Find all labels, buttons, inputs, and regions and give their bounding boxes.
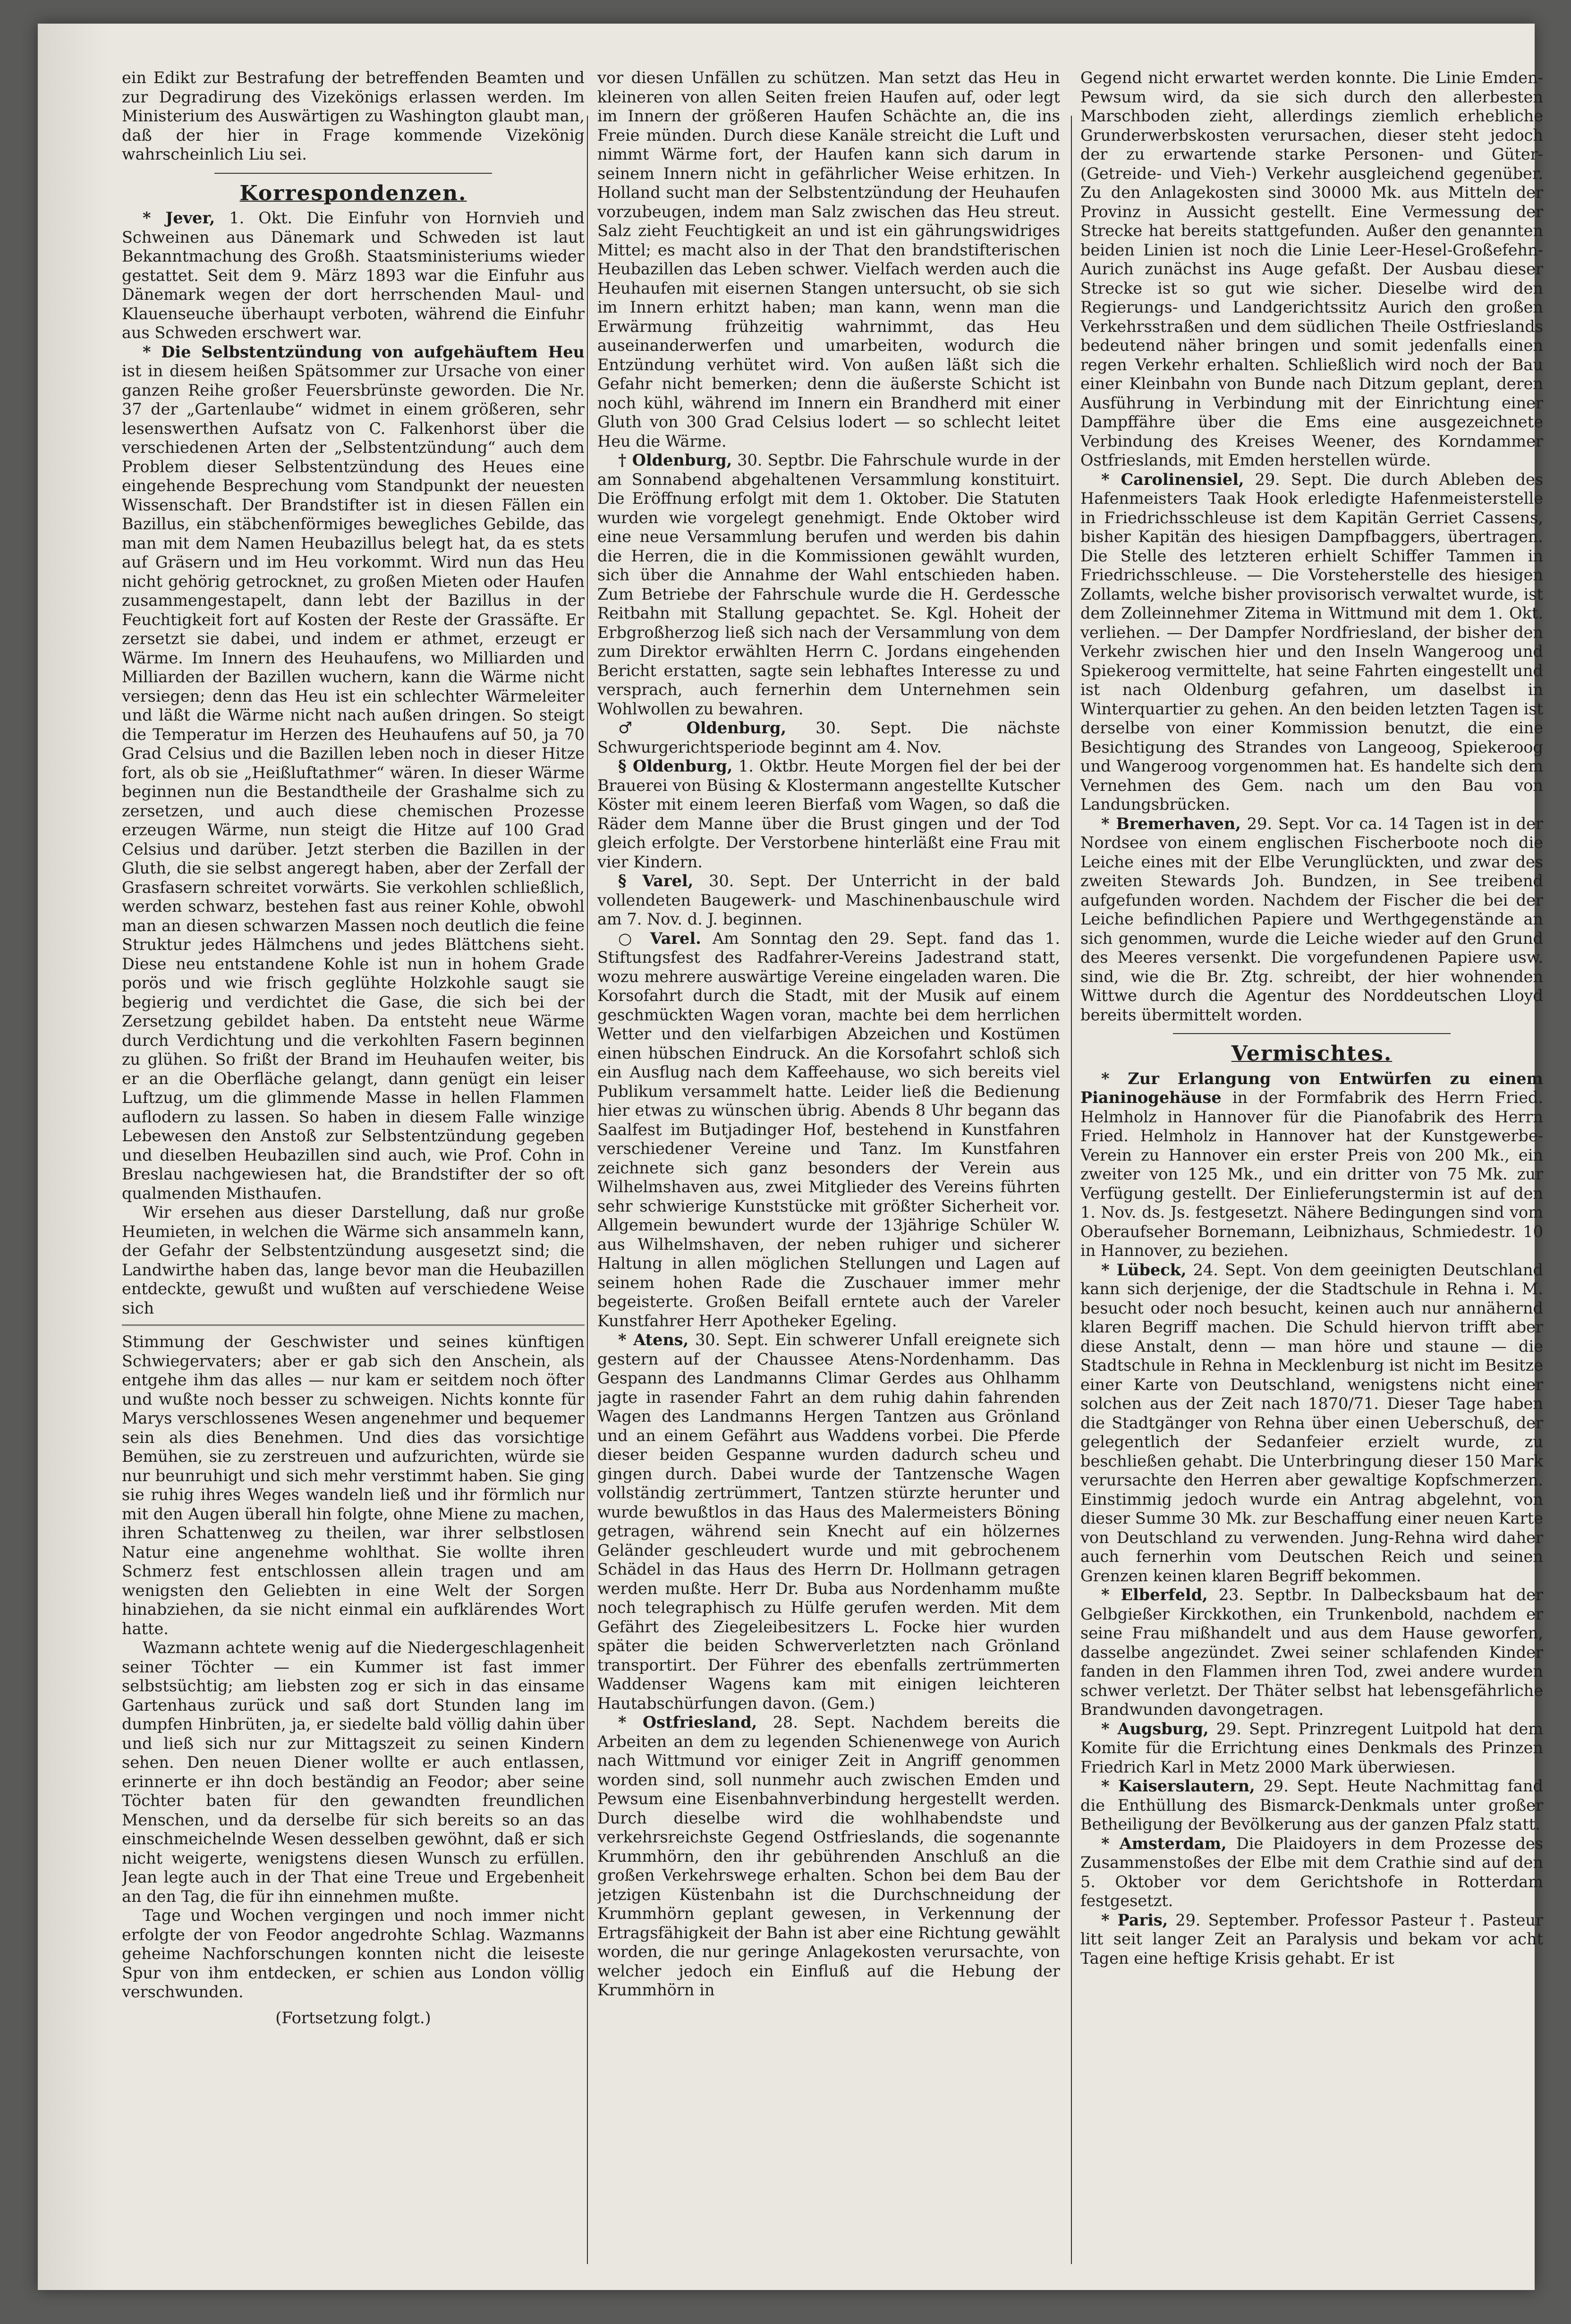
column-3 bbox=[1080, 68, 1543, 2255]
divider bbox=[214, 173, 492, 174]
article-oldenburg-2 bbox=[597, 719, 1060, 757]
article-kaiserslautern bbox=[1080, 1777, 1543, 1834]
serial-paragraph: Stimmung der Geschwister und seines künftigen Schwiegervaters; aber er gab sich den Anschein, als entgehe ihm das alles — nur kam er seitdem noch öfter und wußte noch besser zu schweigen. Nichts konnte für Marys verschlossenes Wesen angenehmer und bequemer sein als dies Benehmen. Und dies das vorsichtige Bemühen, sie zu zerstreuen und aufzurichten, würde sie nur beunruhigt und sich mehr verstimmt haben. Sie ging sie ruhig ihres Weges wandeln ließ und ihr förmlich nur mit den Augen überall hin folgte, ohne Miene zu machen, ihren Schattenweg zu theilen, war ihrer selbstlosen Natur eine angenehme wohlthat. Sie wollte ihren Schmerz fest entschlossen allein tragen und am wenigsten den Geliebten in eine Welt der Sorgen hinabziehen, da sie nicht einmal ein aufklärendes Wort hatte. bbox=[122, 1332, 585, 1638]
column-rule-2 bbox=[1071, 116, 1072, 2264]
article-text: 29. Sept. Vor ca. 14 Tagen ist in der Nordsee von einem englischen Fischerboote noch die Leiche eines mit der Elbe Verunglückten, und zwar des zweiten Stewards Joh. Bundzen, in See treibend aufgefunden worden. Nachdem der Fischer die bei der Leiche befindlichen Papiere und Werthgegenstände an sich genommen, wurde die Leiche wieder auf den Grund des Meeres versenkt. Die vorgefundenen Papiere usw. sind, wie die Br. Ztg. schreibt, der hier wohnenden Wittwe durch die Agentur des Norddeutschen Lloyd bereits übermittelt worden. bbox=[1080, 814, 1543, 1024]
article-text: 29. Sept. Heute Nachmittag fand die Enthüllung des Bismarck-Denkmals unter großer Betheiligung der Bevölkerung aus der ganzen Pfalz statt. bbox=[1080, 1777, 1543, 1833]
article-text: in der Formfabrik des Herrn Fried. Helmholz in Hannover für die Pianofabrik des Herrn Fried. Helmholz in Hannover hat der Kunstgewerbe-Verein zu Hannover ein erster Preis von 200 Mk., ein zweiter von 125 Mk., und ein dritter von 75 Mk. zur Verfügung gestellt. Der Einlieferungstermin ist auf den 1. Nov. ds. Js. festgesetzt. Nähere Bedingungen sind vom Oberaufseher Bornemann, Leibnizhaus, Schmiedestr. 10 in Hannover, zu beziehen. bbox=[1080, 1088, 1543, 1260]
article-text: 30. Sept. Der Unterricht in der bald vollendeten Baugewerk- und Maschinenbauschule wird am 7. Nov. d. J. beginnen. bbox=[597, 872, 1060, 928]
article-heading: * Kaiserslautern, bbox=[1101, 1777, 1255, 1795]
article-carolinensiel bbox=[1080, 470, 1543, 814]
article-heading: * Jever, bbox=[143, 209, 215, 227]
article-luebeck bbox=[1080, 1261, 1543, 1586]
article-text: 1. Oktbr. Heute Morgen fiel der bei der Brauerei von Büsing & Klostermann angestellte Kutscher Köster mit einem leeren Bierfaß vom Wagen, so daß die Räder dem Manne über die Brust gingen und der Tod gleich erfolgte. Der Verstorbene hinterläßt eine Frau mit vier Kindern. bbox=[597, 757, 1060, 871]
article-text: 29. Sept. Prinzregent Luitpold hat dem Komite für die Errichtung eines Denkmals des Prinzen Friedrich Karl in Metz 2000 Mark überwiesen. bbox=[1080, 1719, 1543, 1776]
article-amsterdam bbox=[1080, 1834, 1543, 1911]
article-heading: * Lübeck, bbox=[1101, 1260, 1187, 1279]
page-margin bbox=[38, 24, 109, 2290]
article-varel-1 bbox=[597, 872, 1060, 929]
article-text: 29. Sept. Die durch Ableben des Hafenmeisters Taak Hook erledigte Hafenmeisterstelle in Friedrichsschleuse ist dem Kapitän Gerriet Cassens, bisher Kapitän des hiesigen Dampfbaggers, übertragen. Die Stelle des letzteren erhielt Schiffer Tammen in Friedrichsschleuse. — Die Vorsteherstelle des hiesigen Zollamts, welche bisher provisorisch verwaltet wurde, ist dem Zolleinnehmer Zitema in Wittmund mit dem 1. Okt. verliehen. — Der Dampfer Nordfriesland, der bisher den Verkehr zwischen hier und den Inseln Wangeroog und Spiekeroog vermittelte, hat seine Fahrten eingestellt und ist nach Oldenburg gefahren, um daselbst in Winterquartier zu gehen. An den beiden letzten Tagen ist derselbe von einer Kommission benutzt, die eine Besichtigung des Strandes von Langeoog, Spiekeroog und Wangeroog vorgenommen hat. Es handelte sich dem Vernehmen des Gem. nach um den Bau von Landungsbrücken. bbox=[1080, 470, 1543, 814]
article-text: 29. September. Professor Pasteur †. Pasteur litt seit langer Zeit an Paralysis und bekam vor acht Tagen eine heftige Krisis gehabt. Er ist bbox=[1080, 1910, 1543, 1968]
article-heading: * Amsterdam, bbox=[1101, 1834, 1227, 1853]
article-oldenburg-3 bbox=[597, 757, 1060, 872]
article-heading: * Zur Erlangung von Entwürfen zu einem Pianinogehäuse bbox=[1080, 1069, 1543, 1107]
article-paragraph: Wir ersehen aus dieser Darstellung, daß nur große Heumieten, in welchen die Wärme sich ansammeln kann, der Gefahr der Selbstentzündung ausgesetzt sind; die Landwirthe haben das, lange bevor man die Heubazillen entdeckte, gewußt und wußten auf verschiedene Weise sich bbox=[122, 1203, 585, 1317]
article-text: 30. Sept. Ein schwerer Unfall ereignete sich gestern auf der Chaussee Atens-Nordenhamm. Das Gespann des Landmanns Climar Gerdes aus Ohlhamm jagte in rasender Fahrt an dem ruhig dahin fahrenden Wagen des Landmanns Hergen Tantzen aus Grönland und an einem Gefährt aus Waddens vorbei. Die Pferde dieser beiden Gespanne wurden dadurch scheu und gingen durch. Dabei wurde der Tantzensche Wagen vollständig zertrümmert, Tantzen stürzte herunter und wurde bewußtlos in das Haus des Malermeisters Böning getragen, während sein Knecht auf ein hölzernes Geländer geschleudert wurde und mit gebrochenem Schädel in das Haus des Herrn Dr. Hollmann getragen werden mußte. Herr Dr. Buba aus Nordenhamm mußte noch telegraphisch zu Hülfe gerufen werden. Mit dem Gefährt des Ziegeleibesitzers L. Focke hier wurden später die beiden Schwerverletzten nach Grönland transportirt. Der Führer des ebenfalls zertrümmerten Waddenser Wagens kam mit einigen leichteren Hautabschürfungen davon. (Gem.) bbox=[597, 1331, 1060, 1713]
newspaper-page bbox=[38, 24, 1543, 2290]
serial-paragraph: Tage und Wochen vergingen und noch immer nicht erfolgte der von Feodor angedrohte Schlag. Wazmanns geheime Nachforschungen konnten nicht die leiseste Spur von ihm entdecken, er schien aus London völlig verschwunden. bbox=[122, 1906, 585, 2001]
article-paragraph: vor diesen Unfällen zu schützen. Man setzt das Heu in kleineren von allen Seiten freien Haufen auf, oder legt im Innern der größeren Haufen Schächte an, die ins Freie münden. Durch diese Kanäle streicht die Luft und nimmt Wärme fort, der Haufen kann sich darum in seinem Innern nicht in gefährlicher Weise erhitzen. In Holland sucht man der Selbstentzündung der Heuhaufen vorzubeugen, indem man Salz zwischen das Heu streut. Salz zieht Feuchtigkeit an und ist ein gährungswidriges Mittel; es macht also in der That den brandstifterischen Heubazillen das Leben schwer. Vielfach werden auch die Heuhaufen mit eisernen Stangen untersucht, ob sie sich im Innern erhitzt haben; man kann, wenn man die Erwärmung frühzeitig wahrnimmt, das Heu auseinanderwerfen und umarbeiten, wodurch die Entzündung verhütet wird. Von außen läßt sich die Gefahr nicht bemerken; denn die äußerste Schicht ist noch kühl, während im Innern ein Brandherd mit einer Gluth von 300 Grad Celsius lodert — so schlecht leitet Heu die Wärme. bbox=[597, 68, 1060, 450]
article-text: 23. Septbr. In Dalbecksbaum hat der Gelbgießer Kirckkothen, ein Trunkenbold, nachdem er seine Frau mißhandelt und aus dem Hause geworfen, dasselbe angezündet. Zwei seiner schlafenden Kinder fanden in den Flammen ihren Tod, zwei andere wurden schwer verletzt. Der Thäter selbst hat lebensgefährliche Brandwunden davongetragen. bbox=[1080, 1586, 1543, 1719]
serial-divider bbox=[122, 1324, 585, 1326]
continuation-note: (Fortsetzung folgt.) bbox=[275, 2008, 431, 2027]
article-oldenburg-1 bbox=[597, 451, 1060, 719]
article-heading: † Oldenburg, bbox=[618, 451, 732, 469]
column-rule-1 bbox=[587, 116, 588, 2264]
article-bremerhaven bbox=[1080, 814, 1543, 1025]
article-text: 1. Okt. Die Einfuhr von Hornvieh und Schweinen aus Dänemark und Schweden ist laut Bekanntmachung des Großh. Staatsministeriums wieder gestattet. Seit dem 9. März 1893 war die Einfuhr aus Dänemark wegen der dort herrschenden Maul- und Klauenseuche überhaupt verboten, während die Einfuhr aus Schweden erschwert war. bbox=[122, 209, 585, 342]
article-heading: * Bremerhaven, bbox=[1101, 814, 1241, 833]
serial-paragraph: Wazmann achtete wenig auf die Niedergeschlagenheit seiner Töchter — ein Kummer ist fast immer selbstsüchtig; am liebsten zog er sich in das einsame Gartenhaus zurück und saß dort Stunden lang im dumpfen Hinbrüten, ja, er siedelte bald völlig dahin über und ließ sich nur zur Mittagszeit zu seinen Kindern sehen. Den neuen Diener wollte er auch entlassen, erinnerte er ihn doch beständig an Feodor; aber seine Töchter baten für den gewandten freundlichen Menschen, und da derselbe für sich bereits so an das einschmeichelnde Wesen desselben gewöhnt, daß er sich nicht weigerte, wenigstens diesen Wunsch zu erfüllen. Jean legte auch in der That eine Treue und Ergebenheit an den Tag, die für ihn einnehmen mußte. bbox=[122, 1638, 585, 1906]
article-elberfeld bbox=[1080, 1586, 1543, 1720]
article-heading: § Varel, bbox=[618, 872, 694, 890]
article-atens bbox=[597, 1331, 1060, 1713]
article-text: 30. Sept. Die nächste Schwurgerichtsperiode beginnt am 4. Nov. bbox=[597, 719, 1060, 756]
article-text: 30. Septbr. Die Fahrschule wurde in der am Sonnabend abgehaltenen Versammlung konstituirt. Die Eröffnung erfolgt mit dem 1. Oktober. Die Statuten wurden wie vorgelegt genehmigt. Ende Oktober wird eine neue Versammlung berufen und werden bis dahin die Herren, die in die Kommissionen gewählt wurden, sich über die Annahme der Wahl entschieden haben. Zum Betriebe der Fahrschule wurde die H. Gerdessche Reitbahn mit Stallung gepachtet. Se. Kgl. Hoheit der Erbgroßherzog ließ sich nach der Versammlung von dem zum Direktor erwählten Herrn C. Jordans eingehenden Bericht erstatten, sagte sein lebhaftes Interesse zu und versprach, auch fernerhin dem Unternehmen sein Wohlwollen zu bewahren. bbox=[597, 451, 1060, 718]
article-paragraph: Gegend nicht erwartet werden konnte. Die Linie Emden-Pewsum wird, da sie sich durch den allerbesten Marschboden zieht, allerdings ziemlich erhebliche Grunderwerbskosten verursachen, dieser steht jedoch der zu erwartende starke Personen- und Güter- (Getreide- und Vieh-) Verkehr ausgleichend gegenüber. Zu den Anlagekosten sind 30000 Mk. aus Mitteln der Provinz in Aussicht gestellt. Eine Vermessung der Strecke hat bereits stattgefunden. Außer den genannten beiden Linien ist noch die Linie Leer-Hesel-Großefehn-Aurich zunächst ins Auge gefaßt. Der Ausbau dieser Strecke ist so gut wie sicher. Dieselbe wird den Regierungs- und Landgerichtssitz Aurich den großen Verkehrsstraßen und dem südlichen Theile Ostfrieslands bedeutend näher bringen und somit jedenfalls einen regen Verkehr erhalten. Schließlich wird noch der Bau einer Kleinbahn von Bunde nach Ditzum geplant, deren Ausführung in Verbindung mit der Einrichtung einer Dampffähre über die Ems eine ausgezeichnete Verbindung des Kreises Weener, des Korndammer Ostfrieslands, mit Emden herstellen würde. bbox=[1080, 68, 1543, 469]
column-2 bbox=[597, 68, 1060, 2255]
article-text: Die Plaidoyers in dem Prozesse des Zusammenstoßes der Elbe mit dem Crathie sind auf den 5. Oktober vor dem Gerichtshofe in Rotterdam festgesetzt. bbox=[1080, 1834, 1543, 1910]
article-heading: * Paris, bbox=[1101, 1910, 1168, 1929]
intro-paragraph: ein Edikt zur Bestrafung der betreffenden Beamten und zur Degradirung des Vizekönigs erlassen werden. Im Ministerium des Auswärtigen zu Washington glaubt man, daß der hier in Frage kommende Vizekönig wahrscheinlich Liu sei. bbox=[122, 68, 585, 163]
article-text: 28. Sept. Nachdem bereits die Arbeiten an dem zu legenden Schienenwege von Aurich nach Wittmund vor einiger Zeit in Angriff genommen worden sind, soll nunmehr auch zwischen Emden und Pewsum eine Eisenbahnverbindung hergestellt werden. Durch dieselbe wird die wohlhabendste und verkehrsreichste Gegend Ostfrieslands, die sogenannte Krummhörn, den ihr gebührenden Anschluß an die großen Verkehrswege erhalten. Schon bei dem Bau der jetzigen Küstenbahn ist die Durchschneidung der Krummhörn geplant gewesen, in Verkennung der Ertragsfähigkeit der Bahn ist aber eine Richtung gewählt worden, die nur geringe Anlagekosten verursachte, von welcher jedoch ein Einfluß auf die Hebung der Krummhörn in bbox=[597, 1713, 1060, 1999]
column-1 bbox=[122, 68, 585, 2255]
article-text: ist in diesem heißen Spätsommer zur Ursache von einer ganzen Reihe großer Feuersbrünste geworden. Die Nr. 37 der „Gartenlaube“ widmet in einem größeren, sehr lesenswerthen Aufsatz von C. Falkenhorst über die verschiedenen Arten der „Selbstentzündung“ auch dem Problem dieser Selbstentzündung des Heues eine eingehende Besprechung vom Standpunkt der neuesten Wissenschaft. Der Brandstifter ist in diesen Fällen ein Bazillus, ein stäbchenförmiges bewegliches Gebilde, das man mit dem Namen Heubazillus belegt hat, da es stets auf Gräsern und im Heu vorkommt. Wird nun das Heu nicht gehörig getrocknet, zu großen Mieten oder Haufen zusammengestapelt, dann lebt der Bazillus in der Feuchtigkeit fort auf Kosten der Reste der Grassäfte. Er zersetzt sie dabei, und indem er athmet, erzeugt er Wärme. Im Innern des Heuhaufens, wo Milliarden und Milliarden der Bazillen wuchern, kann die Wärme nicht versiegen; denn das Heu ist ein schlechter Wärmeleiter und läßt die Wärme nicht nach außen dringen. So steigt die Temperatur im Herzen des Heuhaufens auf 50, ja 70 Grad Celsius und die Bazillen leben noch in dieser Hitze fort, als ob sie „Heißluftathmer“ wären. In dieser Wärme beginnen nun die Bestandtheile der Grashalme sich zu zersetzen, und auch diese chemischen Prozesse erzeugen Wärme, nun steigt die Hitze auf 100 Grad Celsius und darüber. Jetzt sterben die Bazillen in der Gluth, die sie selbst angeregt haben, aber der Zerfall der Grasfasern schreitet vorwärts. Sie verkohlen schließlich, werden schwarz, bestehen fast aus reiner Kohle, obwohl man an diesen schwarzen Massen noch deutlich die feine Struktur jedes Hälmchens und jedes Blättchens sieht. Diese neu entstandene Kohle ist nun in hohem Grade porös und wie frisch geglühte Holzkohle saugt sie begierig und verdichtet die Gase, die sich bei der Zersetzung gebildet haben. Da entsteht neue Wärme durch Verdichtung und die verkohlten Fasern beginnen zu glühen. So frißt der Brand im Heuhaufen weiter, bis er an die Oberfläche gelangt, dann genügt ein leiser Luftzug, um die glimmende Masse in hellen Flammen auflodern zu lassen. So haben in diesem Falle winzige Lebewesen den Anstoß zur Selbstentzündung gegeben und dieselben Heubazillen sind auch, wie Prof. Cohn in Breslau nachgewiesen hat, die Brandstifter der so oft qualmenden Misthaufen. bbox=[122, 362, 585, 1203]
article-text: 24. Sept. Von dem geeinigten Deutschland kann sich derjenige, der die Stadtschule in Rehna i. M. besucht oder noch besucht, keinen auch nur annähernd klaren Begriff machen. Die Schuld hiervon trifft aber diese Anstalt, denn — man höre und staune — die Stadtschule in Rehna in Mecklenburg ist nicht im Besitze einer Karte von Deutschland, wenigstens nicht einer solchen aus der Zeit nach 1870/71. Dieser Tage haben die Stadtgänger von Rehna über einen Ueberschuß, der gelegentlich der Sedanfeier erzielt wurde, zu beschließen gehabt. Die Unterbringung dieser 150 Mark verursachte den Herren aber gewaltige Kopfschmerzen. Einstimmig jedoch wurde ein Antrag abgelehnt, von dieser Summe 30 Mk. zur Beschaffung einer neuen Karte von Deutschland zu verwenden. Jung-Rehna wird daher auch fernerhin vom Deutschen Reich und seinen Grenzen keinen klaren Begriff bekommen. bbox=[1080, 1260, 1543, 1585]
section-title-korrespondenzen: Korrespondenzen. bbox=[239, 181, 467, 205]
article-heading: * Carolinensiel, bbox=[1101, 470, 1244, 489]
section-title-vermischtes: Vermischtes. bbox=[1231, 1042, 1393, 1066]
article-augsburg bbox=[1080, 1720, 1543, 1777]
article-heading: * Elberfeld, bbox=[1101, 1586, 1208, 1604]
article-heading: § Oldenburg, bbox=[618, 757, 733, 775]
article-pianino bbox=[1080, 1069, 1543, 1261]
article-heading: ○ Varel. bbox=[618, 929, 701, 948]
article-ostfriesland bbox=[597, 1713, 1060, 2000]
article-jever bbox=[122, 209, 585, 343]
article-varel-2 bbox=[597, 929, 1060, 1331]
article-heading: * Ostfriesland, bbox=[618, 1713, 757, 1731]
article-heading: * Augsburg, bbox=[1101, 1719, 1209, 1738]
divider bbox=[1173, 1033, 1451, 1034]
article-heu bbox=[122, 343, 585, 1204]
article-heading: * Die Selbstentzündung von aufgehäuftem Heu bbox=[143, 342, 585, 361]
article-text: Am Sonntag den 29. Sept. fand das 1. Stiftungsfest des Radfahrer-Vereins Jadestrand statt, wozu mehrere auswärtige Vereine eingeladen waren. Die Korsofahrt durch die Stadt, mit der Musik auf einem geschmückten Wagen voran, machte bei dem herrlichen Wetter und den vielfarbigen Abzeichen und Kostümen einen hübschen Eindruck. An die Korsofahrt schloß sich ein Ausflug nach dem Kaffeehause, wo sich bereits viel Publikum versammelt hatte. Leider ließ die Bedienung hier etwas zu wünschen übrig. Abends 8 Uhr begann das Saalfest im Butjadinger Hof, bestehend in Kunstfahren verschiedener Vereine und Tanz. Im Kunstfahren zeichnete sich ganz besonders der Verein aus Wilhelmshaven aus, zwei Mitglieder des Vereins führten sehr schwierige Kunststücke mit größter Sicherheit vor. Allgemein bewundert wurde der 13jährige Schüler W. aus Wilhelmshaven, der neben ruhiger und sicherer Haltung in allen möglichen Stellungen und Lagen auf seinem hohen Rade die Zuschauer immer mehr begeisterte. Großen Beifall erntete auch der Vareler Kunstfahrer Herr Apotheker Egeling. bbox=[597, 929, 1060, 1330]
article-heading: * Atens, bbox=[618, 1331, 689, 1349]
article-heading: ♂ Oldenburg, bbox=[618, 719, 787, 737]
article-paris bbox=[1080, 1911, 1543, 1968]
